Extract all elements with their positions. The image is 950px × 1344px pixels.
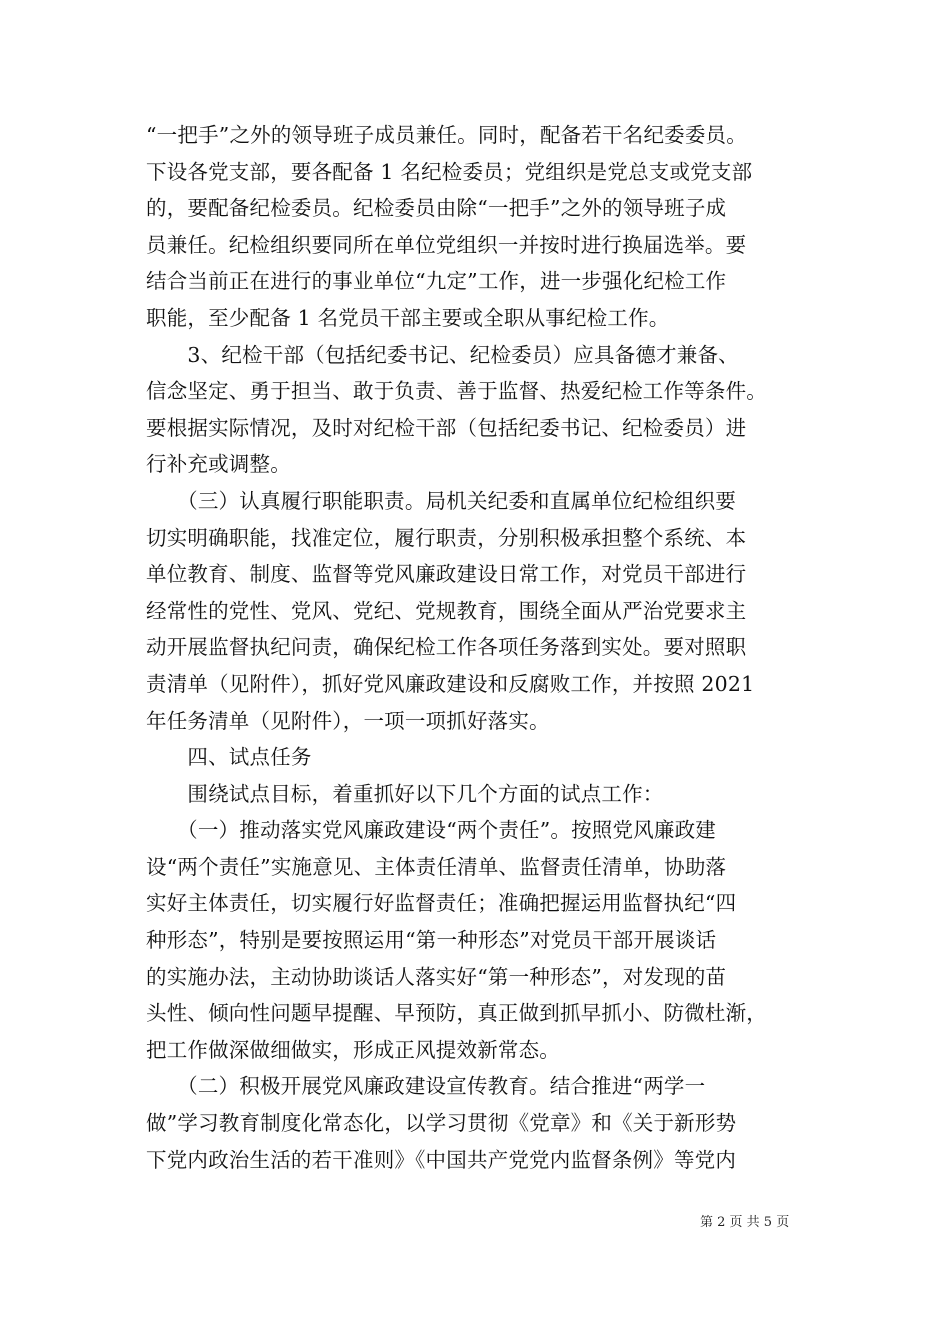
text-line: 切实明确职能，找准定位，履行职责，分别积极承担整个系统、本	[146, 525, 747, 550]
text-line: 结合当前正在进行的事业单位“九定”工作，进一步强化纪检工作	[146, 269, 727, 294]
text-line: 动开展监督执纪问责，确保纪检工作各项任务落到实处。要对照职	[146, 635, 747, 660]
text-line: 信念坚定、勇于担当、敢于负责、善于监督、热爱纪检工作等条件。	[146, 379, 767, 404]
text-line: 年任务清单（见附件），一项一项抓好落实。	[146, 708, 550, 733]
section-heading: 四、试点任务	[146, 745, 312, 770]
page-number: 第 2 页 共 5 页	[700, 1215, 790, 1230]
text-line: 下设各党支部，要各配备 1 名纪检委员；党组织是党总支或党支部	[146, 159, 753, 184]
text-line: 员兼任。纪检组织要同所在单位党组织一并按时进行换届选举。要	[146, 232, 747, 257]
text-line: 职能，至少配备 1 名党员干部主要或全职从事纪检工作。	[146, 305, 670, 330]
text-line: 设“两个责任”实施意见、主体责任清单、监督责任清单，协助落	[146, 854, 727, 879]
text-line: “一把手”之外的领导班子成员兼任。同时，配备若干名纪委委员。	[146, 123, 747, 147]
text-line: 3、纪检干部（包括纪委书记、纪检委员）应具备德才兼备、	[146, 342, 739, 367]
text-line: 的，要配备纪检委员。纪检委员由除“一把手”之外的领导班子成	[146, 196, 727, 221]
text-line: （二）积极开展党风廉政建设宣传教育。结合推进“两学一	[146, 1074, 706, 1099]
text-line: 经常性的党性、党风、党纪、党规教育，围绕全面从严治党要求主	[146, 598, 747, 623]
text-line: 围绕试点目标，着重抓好以下几个方面的试点工作：	[146, 781, 664, 806]
text-line: 头性、倾向性问题早提醒、早预防，真正做到抓早抓小、防微杜渐，	[146, 1001, 767, 1026]
text-line: 单位教育、制度、监督等党风廉政建设日常工作，对党员干部进行	[146, 562, 747, 587]
text-line: 责清单（见附件），抓好党风廉政建设和反腐败工作，并按照 2021	[146, 671, 755, 696]
text-line: 把工作做深做细做实，形成正风提效新常态。	[146, 1037, 560, 1062]
text-line: 要根据实际情况，及时对纪检干部（包括纪委书记、纪检委员）进	[146, 415, 747, 440]
text-line: 实好主体责任，切实履行好监督责任；准确把握运用监督执纪“四	[146, 891, 737, 916]
text-line: 下党内政治生活的若干准则》《中国共产党党内监督条例》等党内	[146, 1147, 737, 1172]
text-line: 做”学习教育制度化常态化，以学习贯彻《党章》和《关于新形势	[146, 1111, 737, 1136]
document-body	[146, 117, 808, 1178]
text-line: 的实施办法，主动协助谈话人落实好“第一种形态”，对发现的苗	[146, 964, 727, 989]
text-line: 种形态”，特别是要按照运用“第一种形态”对党员干部开展谈话	[146, 928, 717, 953]
text-line: 行补充或调整。	[146, 452, 291, 477]
text-line: （三）认真履行职能职责。局机关纪委和直属单位纪检组织要	[146, 488, 737, 513]
text-line: （一）推动落实党风廉政建设“两个责任”。按照党风廉政建	[146, 818, 717, 843]
